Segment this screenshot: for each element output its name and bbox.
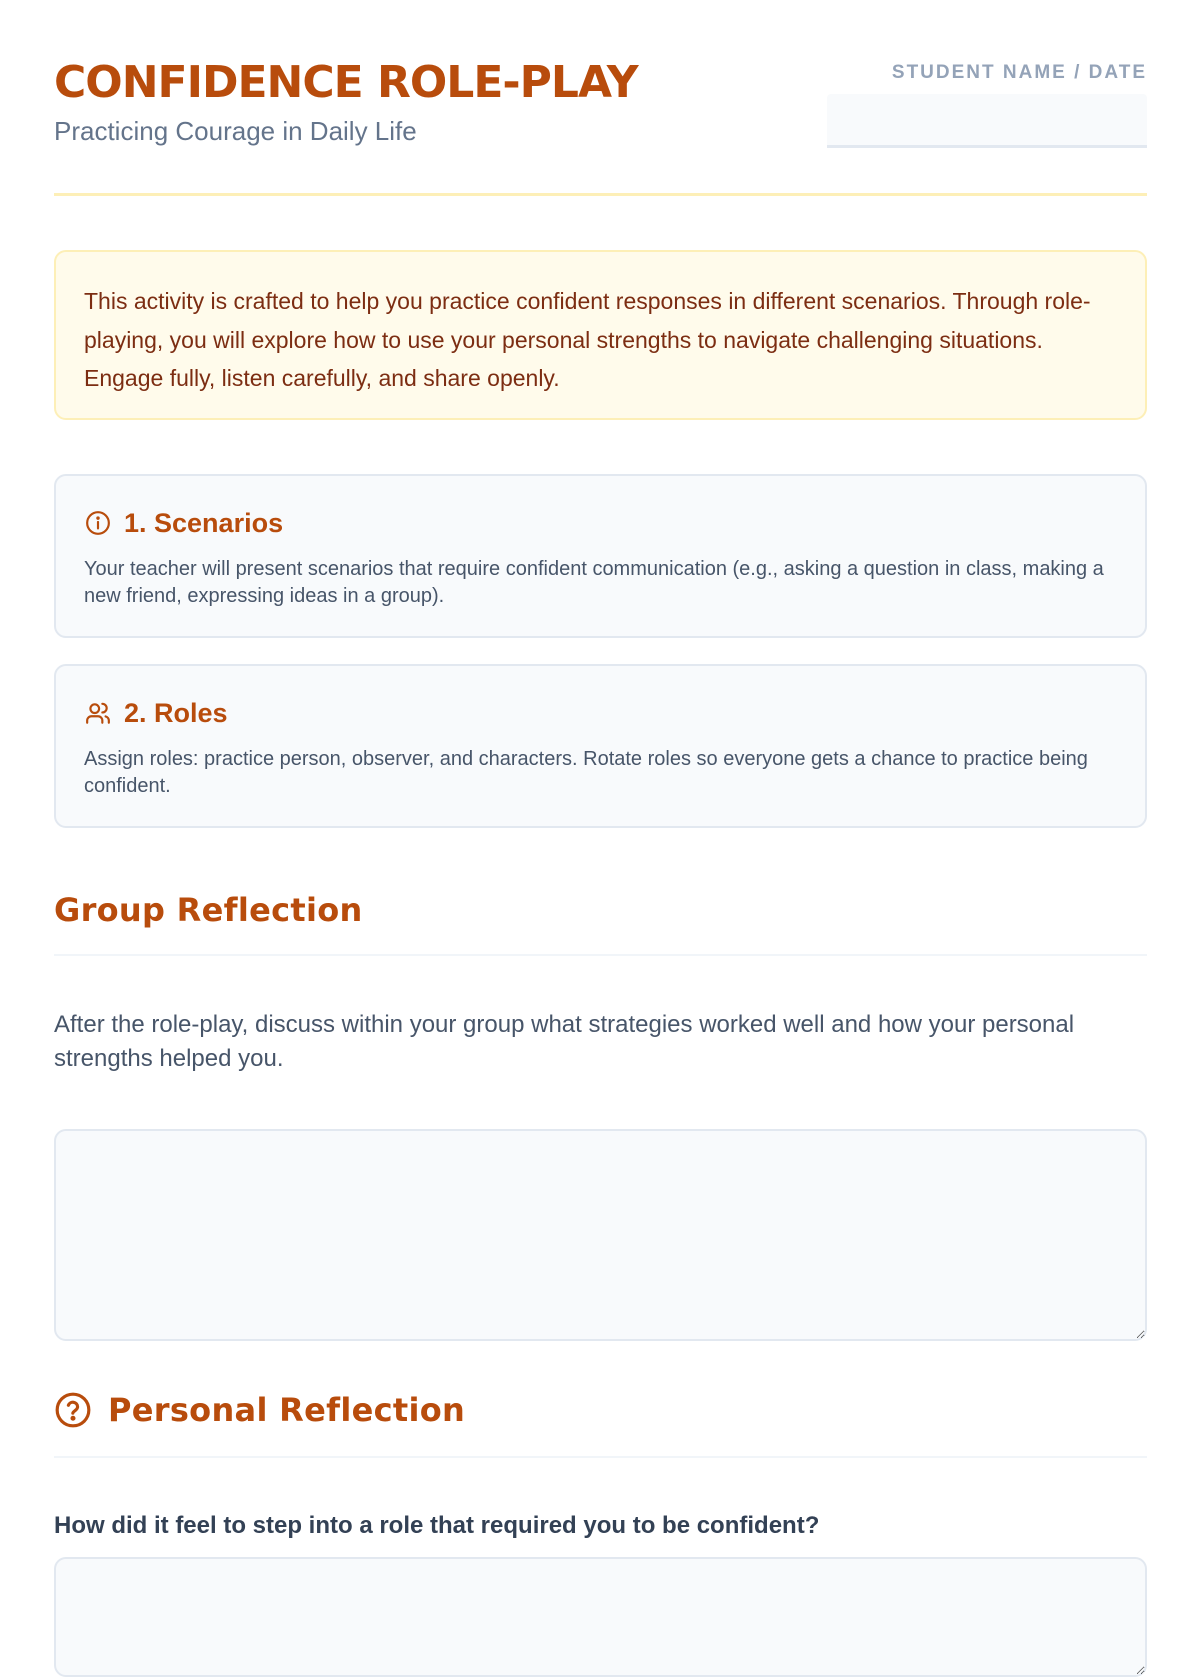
step-card-header bbox=[84, 506, 1117, 540]
personal-reflection-heading bbox=[54, 1390, 1147, 1458]
info-circle-icon bbox=[84, 509, 112, 537]
step-card-scenarios bbox=[54, 474, 1147, 638]
personal-reflection-answer-field[interactable] bbox=[54, 1557, 1147, 1677]
step-description: Your teacher will present scenarios that require confident communication (e.g., asking a question in class, making a new friend, expressing ideas in a group). bbox=[84, 558, 1104, 607]
step-card-roles bbox=[54, 664, 1147, 828]
page-subtitle: Practicing Courage in Daily Life bbox=[54, 116, 417, 146]
worksheet-header bbox=[54, 0, 1147, 196]
step-description: Assign roles: practice person, observer, and characters. Rotate roles so everyone gets a chance to practice being confident. bbox=[84, 748, 1088, 797]
page-title: CONFIDENCE ROLE-PLAY bbox=[54, 57, 638, 108]
section-title: Personal Reflection bbox=[108, 1391, 466, 1429]
section-title: Group Reflection bbox=[54, 891, 363, 929]
student-name-input[interactable] bbox=[827, 94, 1147, 148]
intro-box: This activity is crafted to help you practice confident responses in different scenarios. Through role-playing, you will explore how to use your personal strengths to navigate challenging situations. Engage fully, listen carefully, and share openly. bbox=[54, 250, 1147, 420]
users-icon bbox=[84, 699, 112, 727]
step-title: 1. Scenarios bbox=[124, 507, 284, 538]
personal-reflection-heading-row bbox=[54, 1390, 1147, 1430]
student-name-label: STUDENT NAME / DATE bbox=[891, 62, 1147, 83]
step-card-header bbox=[84, 696, 1117, 730]
group-reflection-heading bbox=[54, 890, 1147, 956]
personal-reflection-question: How did it feel to step into a role that required you to be confident? bbox=[54, 1512, 820, 1539]
step-title: 2. Roles bbox=[124, 697, 228, 728]
worksheet-page bbox=[54, 0, 1147, 1539]
group-reflection-answer-field[interactable] bbox=[54, 1129, 1147, 1341]
group-reflection-instructions: After the role-play, discuss within your group what strategies worked well and how your personal strengths helped you. bbox=[54, 1011, 1075, 1072]
student-name-block bbox=[827, 60, 1147, 148]
question-circle-icon bbox=[54, 1391, 92, 1429]
